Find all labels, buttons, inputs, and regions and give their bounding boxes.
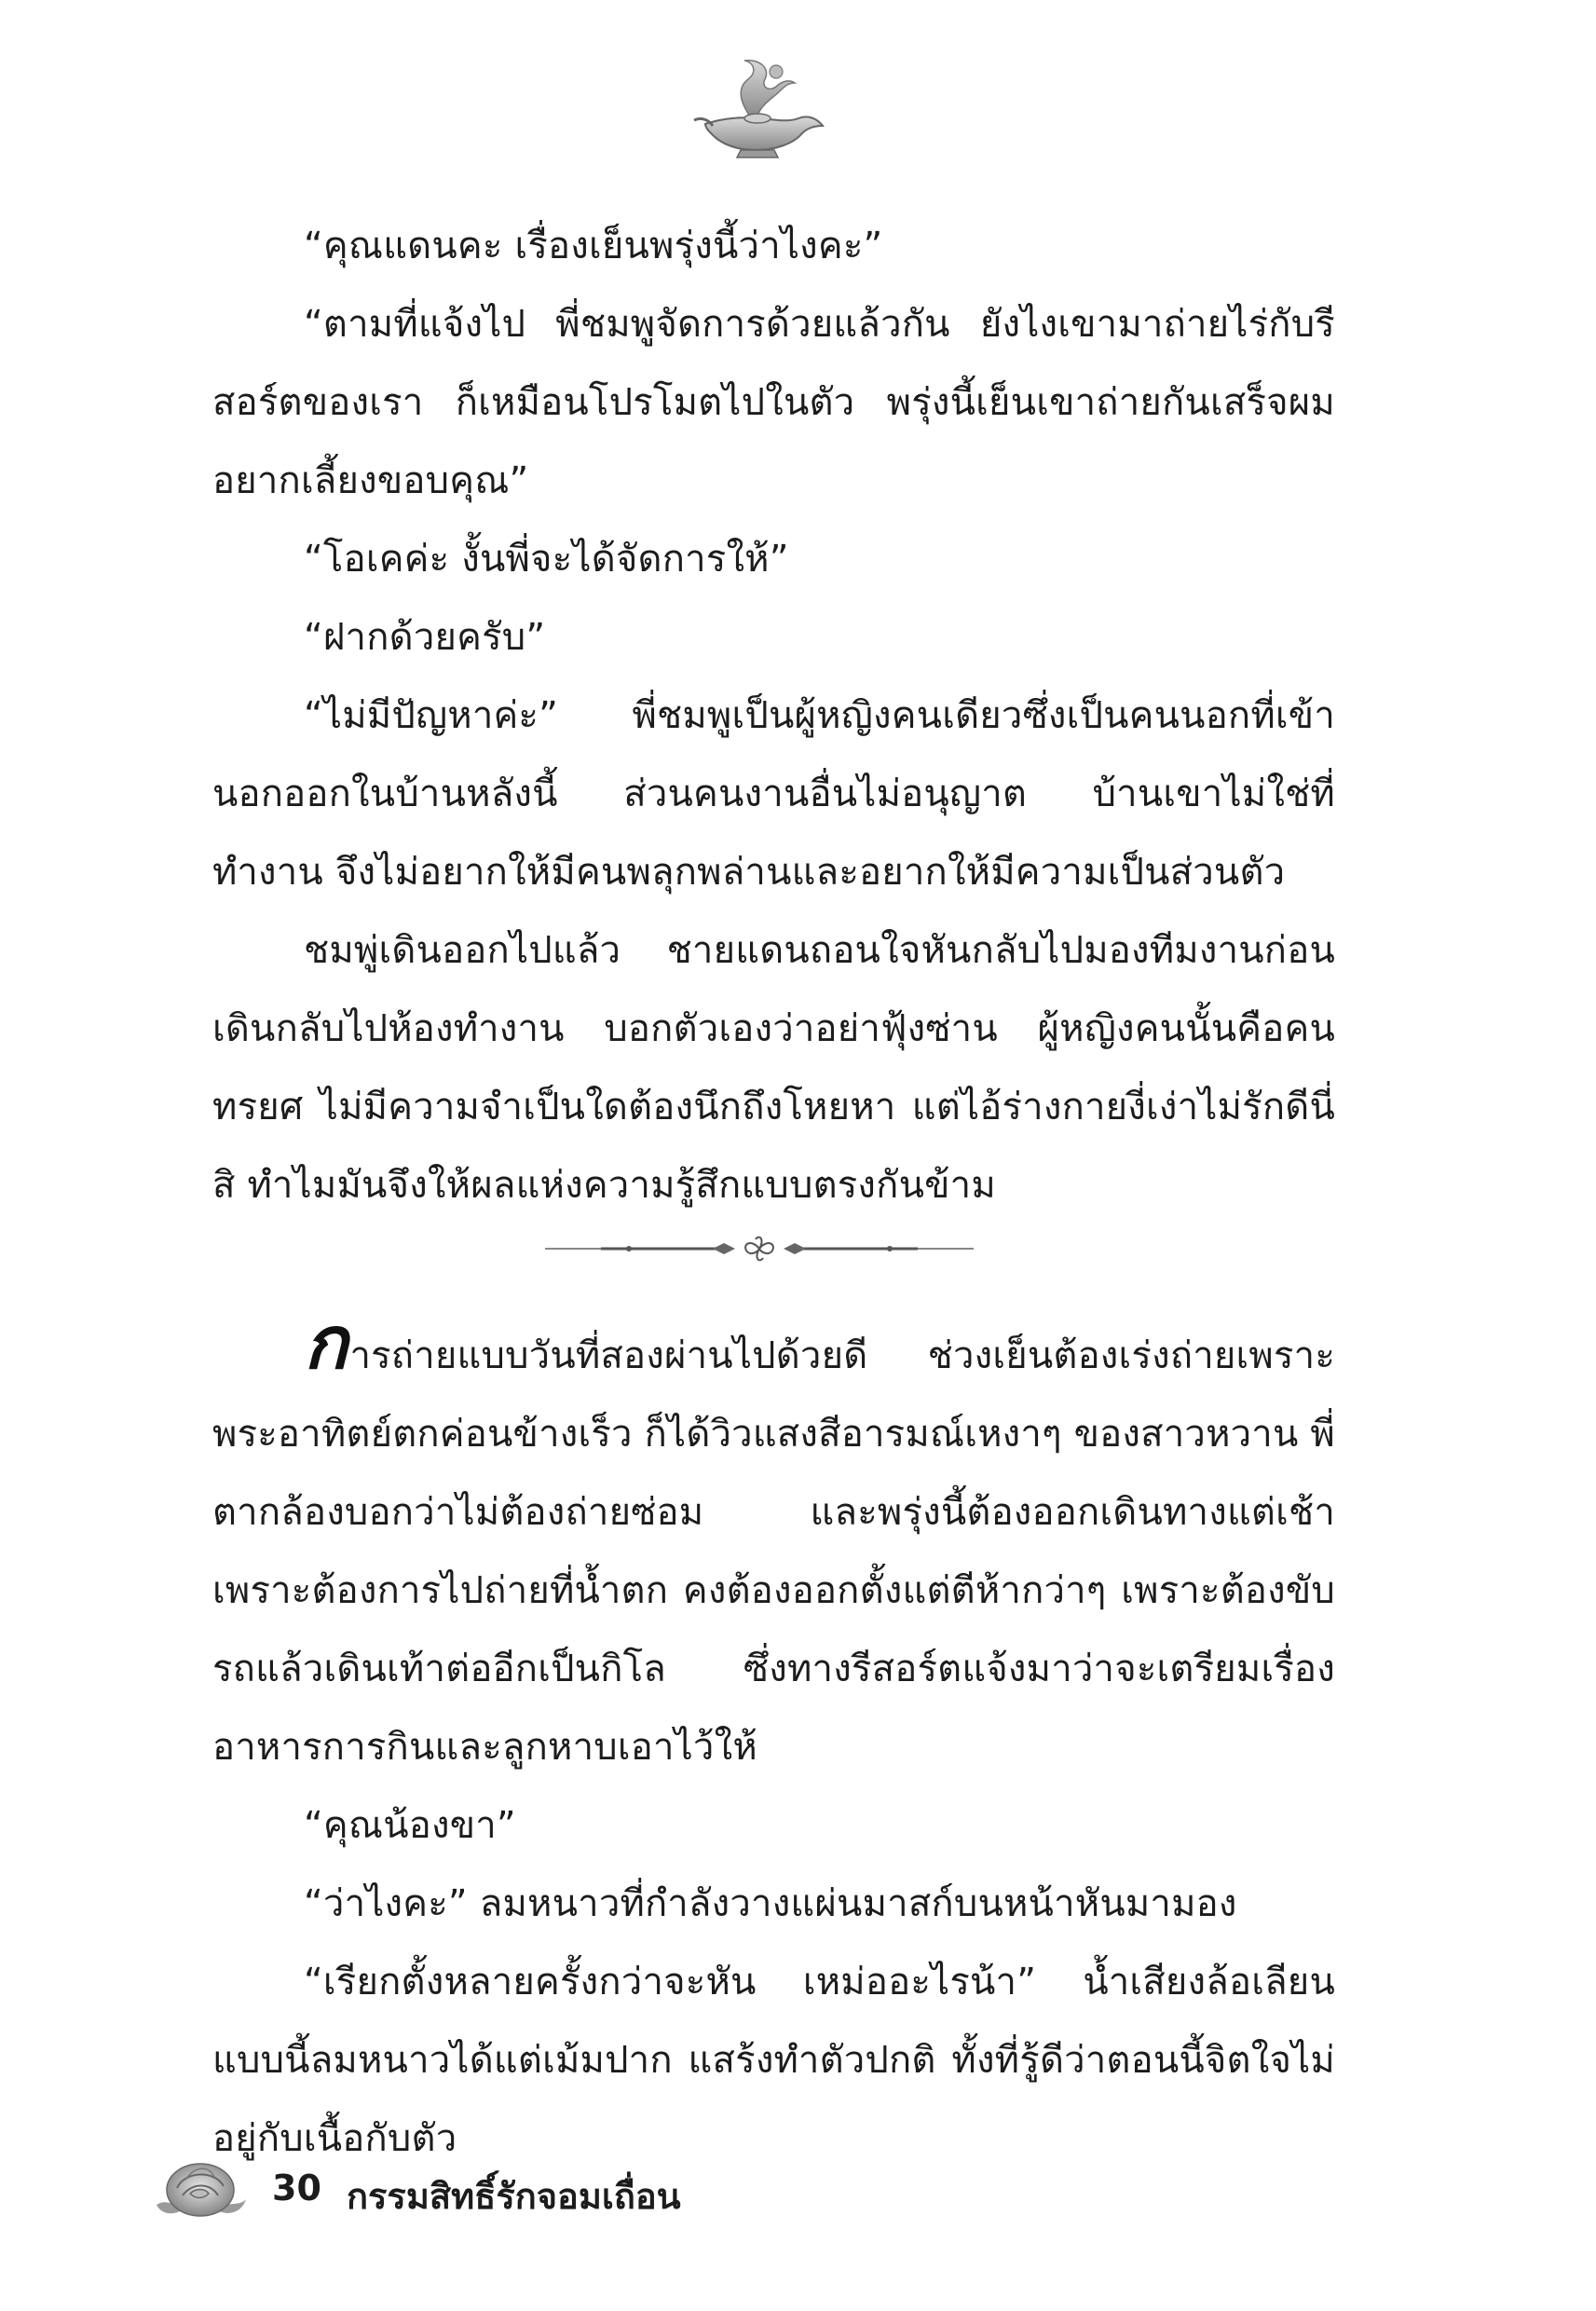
paragraph: “โอเคค่ะ งั้นพี่จะได้จัดการให้” (304, 538, 789, 581)
genie-lamp-icon (685, 51, 834, 163)
paragraph: “คุณแดนคะ เรื่องเย็นพรุ่งนี้ว่าไงคะ” (304, 225, 883, 267)
paragraph: “ไม่มีปัญหาค่ะ” พี่ชมพูเป็นผู้หญิงคนเดียวซึ่งเป็นคนนอกที่เข้านอกออกในบ้านหลังนี้ ส่วนคนงานอื่นไม่อนุญาต บ้านเขาไม่ใช่ที่ทำงาน จึงไม่อยากให้มีคนพลุกพล่านและอยากให้มีความเป็นส่วนตัว (212, 694, 1335, 894)
paragraph: “ว่าไงคะ” ลมหนาวที่กำลังวางแผ่นมาสก์บนหน้าหันมามอง (304, 1882, 1237, 1925)
paragraph-rest: ารถ่ายแบบวันที่สองผ่านไปด้วยดี ช่วงเย็นต้องเร่งถ่ายเพราะพระอาทิตย์ตกค่อนข้างเร็ว ก็ได้วิวแสงสีอารมณ์เหงาๆ ของสาวหวาน พี่ตากล้องบอกว่าไม่ต้องถ่ายซ่อม และพรุ่งนี้ต้องออกเดินทางแต่เช้าเพราะต้องการไปถ่ายที่น้ำตก คงต้องออกตั้งแต่ตีห้ากว่าๆ เพราะต้องขับรถแล้วเดินเท้าต่ออีกเป็นกิโล ซึ่งทางรีสอร์ตแจ้งมาว่าจะเตรียมเรื่องอาหารการกินและลูกหาบเอาไว้ให้ (212, 1334, 1335, 1769)
flourish-divider-icon (545, 1230, 974, 1267)
paragraph: “ตามที่แจ้งไป พี่ชมพูจัดการด้วยแล้วกัน ยังไงเขามาถ่ายไร่กับรีสอร์ตของเรา ก็เหมือนโปรโมตไปในตัว พรุ่งนี้เย็นเขาถ่ายกันเสร็จผมอยากเลี้ยงขอบคุณ” (212, 303, 1335, 502)
section-1-text (212, 207, 1335, 1224)
rose-icon (149, 2151, 252, 2225)
page-footer (149, 2151, 801, 2225)
page-number: 30 (272, 2167, 321, 2208)
book-title: กรรมสิทธิ์รักจอมเถื่อน (347, 2176, 681, 2217)
section-2-text (212, 1302, 1335, 2178)
dropcap-letter: ก (304, 1302, 348, 1386)
paragraph: “ฝากด้วยครับ” (304, 616, 546, 659)
paragraph: ชมพู่เดินออกไปแล้ว ชายแดนถอนใจหันกลับไปมองทีมงานก่อนเดินกลับไปห้องทำงาน บอกตัวเองว่าอย่าฟุ้งซ่าน ผู้หญิงคนนั้นคือคนทรยศ ไม่มีความจำเป็นใดต้องนึกถึงโหยหา แต่ไอ้ร่างกายงี่เง่าไม่รักดีนี่สิ ทำไมมันจึงให้ผลแห่งความรู้สึกแบบตรงกันข้าม (212, 929, 1335, 1207)
paragraph: “เรียกตั้งหลายครั้งกว่าจะหัน เหม่ออะไรน้า” น้ำเสียงล้อเลียนแบบนี้ลมหนาวได้แต่เม้มปาก แสร้งทำตัวปกติ ทั้งที่รู้ดีว่าตอนนี้จิตใจไม่อยู่กับเนื้อกับตัว (212, 1961, 1335, 2160)
paragraph: “คุณน้องขา” (304, 1804, 516, 1847)
paragraph-with-dropcap (212, 1302, 1335, 1786)
